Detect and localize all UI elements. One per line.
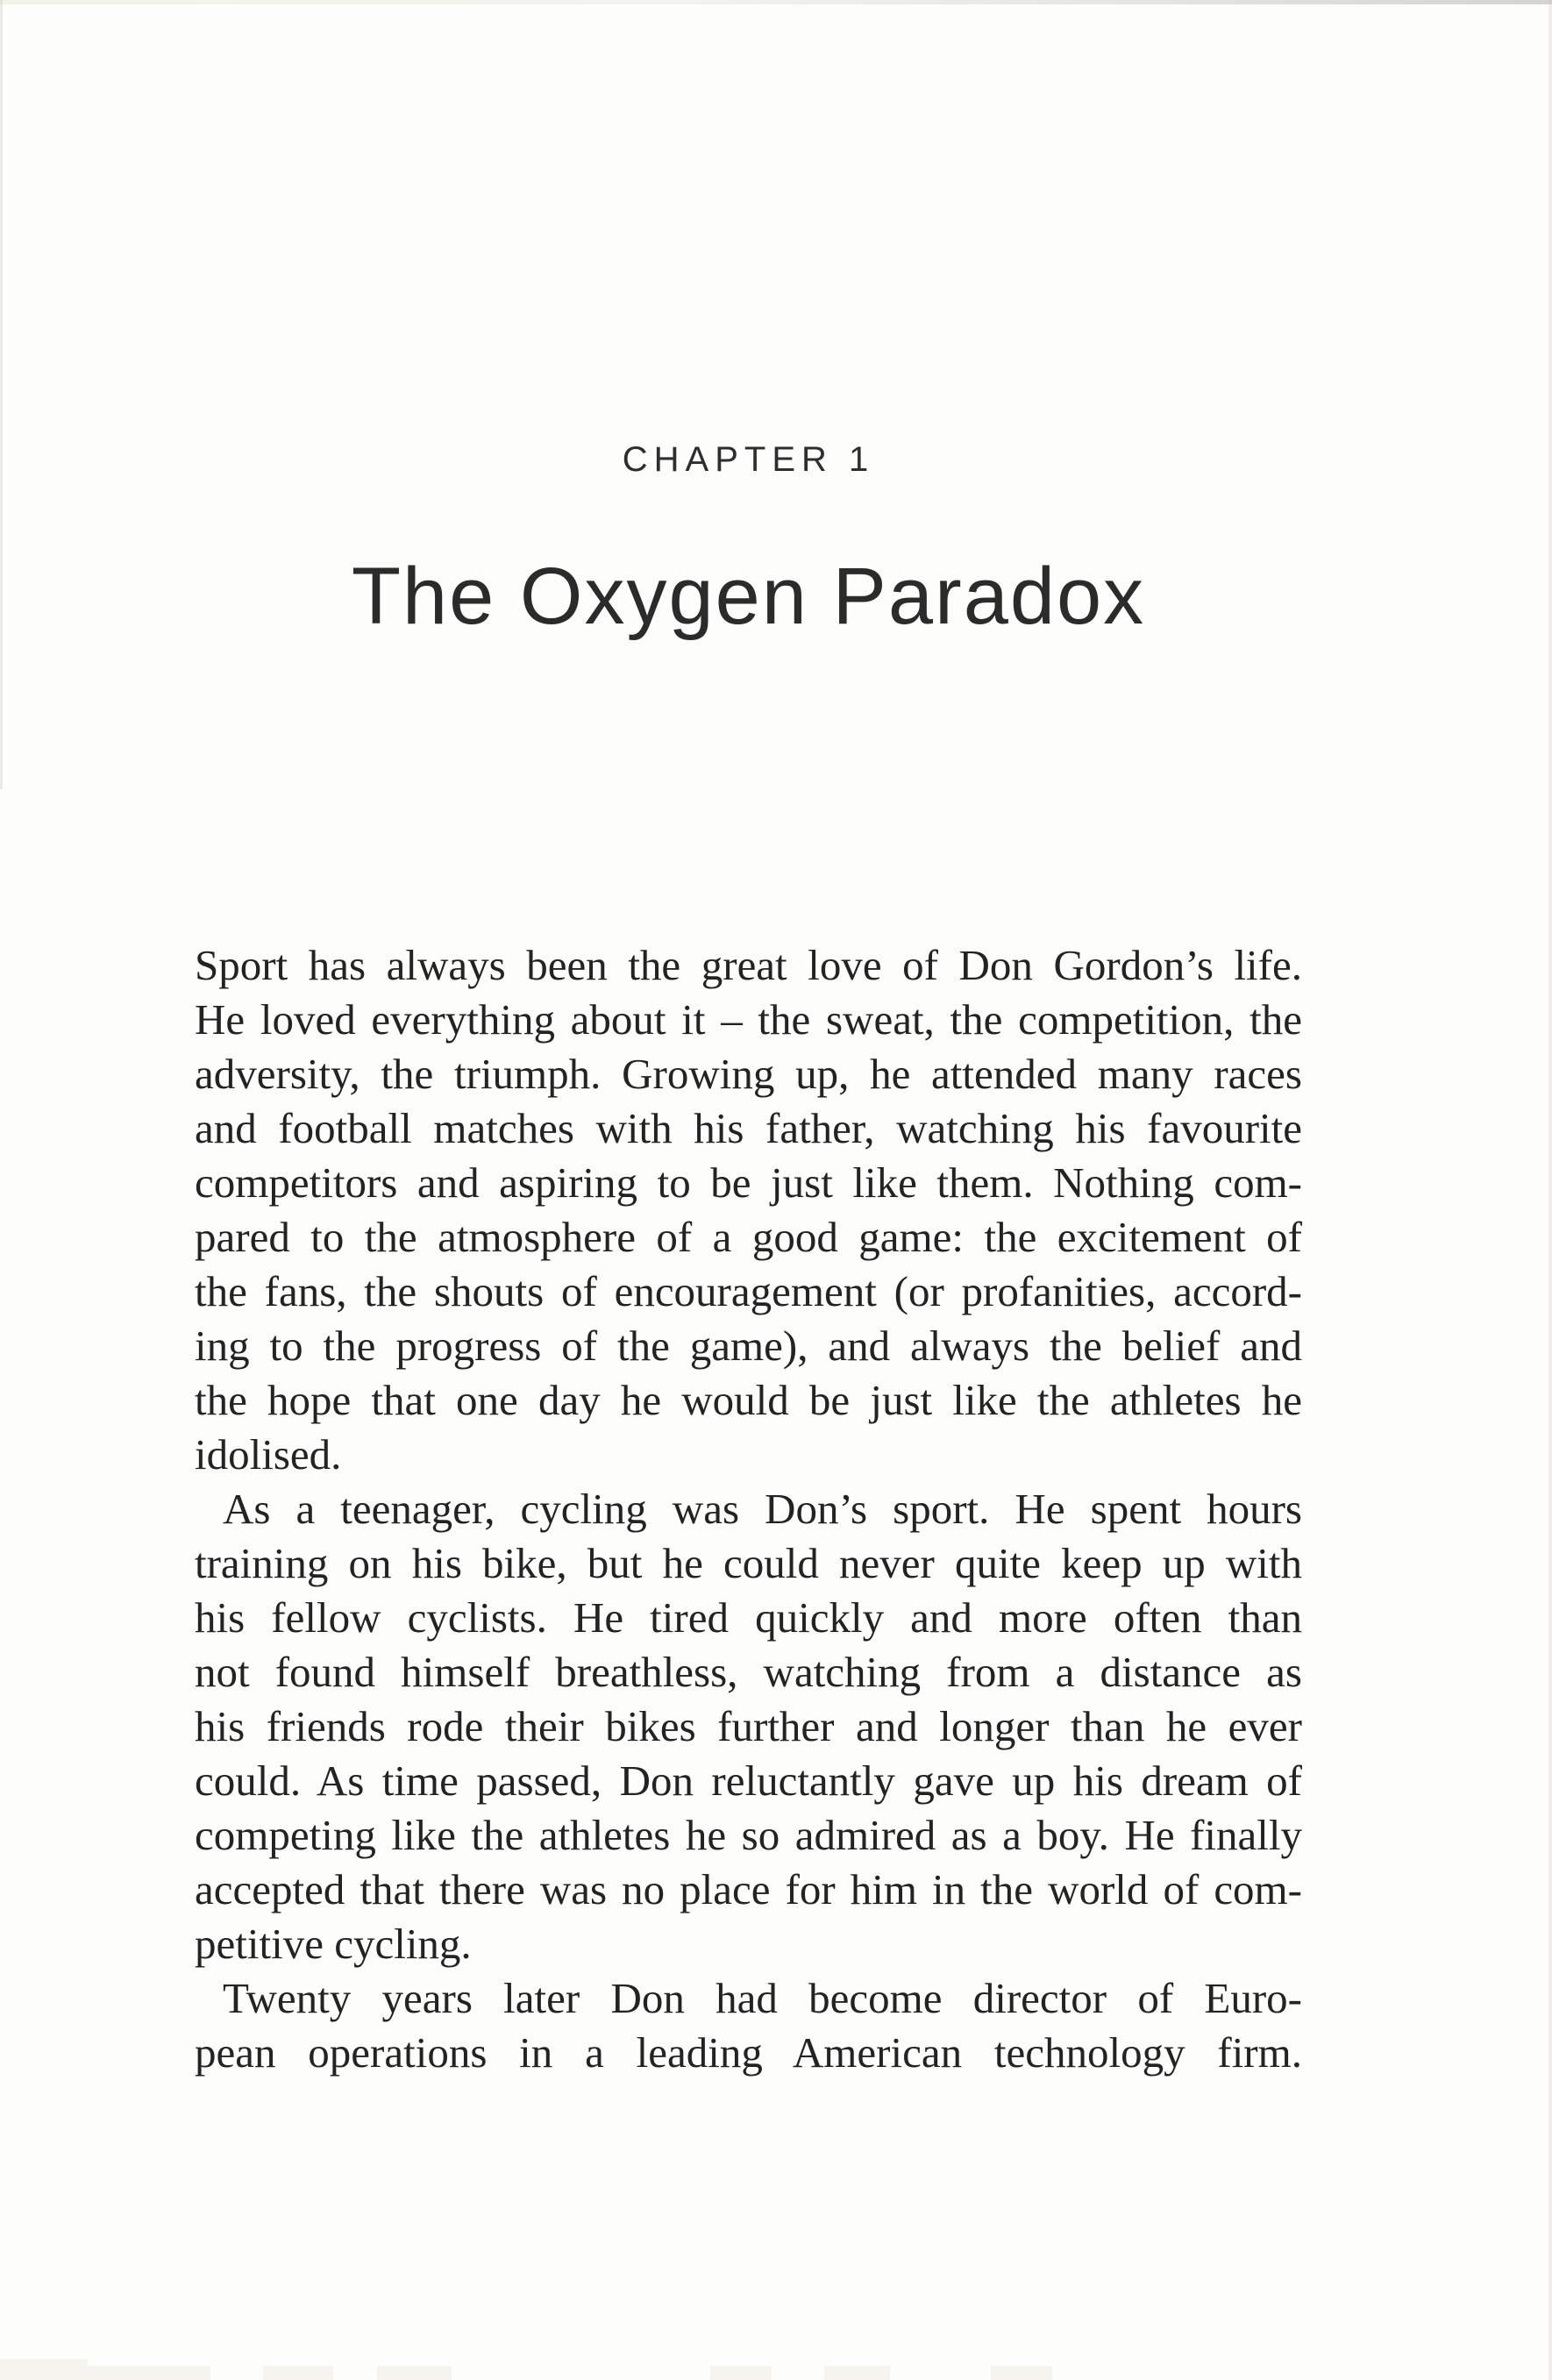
body-line: ing to the progress of the game), and always the belief and [195,1322,1302,1370]
body-line: training on his bike, but he could never quite keep up with [195,1539,1302,1587]
scan-artifact-right-edge [1548,0,1552,2380]
body-line: As a teenager, cycling was Don’s sport. He spent hours [223,1485,1302,1533]
body-line: competitors and aspiring to be just like them. Nothing com- [195,1158,1302,1207]
body-line: He loved everything about it – the sweat, the competition, the [195,995,1302,1044]
body-text [195,938,1302,2080]
body-line: not found himself breathless, watching from a distance as [195,1648,1302,1696]
body-line: Twenty years later Don had become director of Euro- [223,1974,1302,2022]
page-title: The Oxygen Paradox [351,552,1146,641]
body-line: and football matches with his father, watching his favourite [195,1104,1302,1152]
body-line: pared to the atmosphere of a good game: the excitement of [195,1213,1302,1261]
scan-artifact-top-edge [0,0,1552,4]
body-line: his friends rode their bikes further and longer than he ever [195,1702,1302,1750]
body-line: the hope that one day he would be just like the athletes he [195,1376,1302,1424]
body-line: competing like the athletes he so admired as a boy. He finally [195,1811,1302,1859]
scan-artifact-left-edge [0,0,3,789]
body-line: accepted that there was no place for him in the world of com- [195,1865,1302,1913]
body-line: petitive cycling. [195,1920,472,1968]
body-line: adversity, the triumph. Growing up, he attended many races [195,1050,1302,1098]
body-line: his fellow cyclists. He tired quickly and more often than [195,1593,1302,1642]
body-line: idolised. [195,1430,342,1479]
chapter-label: CHAPTER 1 [622,440,875,479]
body-line: Sport has always been the great love of Don Gordon’s life. [195,941,1302,989]
body-line: the fans, the shouts of encouragement (or profanities, accord- [195,1267,1302,1315]
scan-artifact-bottom-strip [0,2357,1552,2380]
body-line: could. As time passed, Don reluctantly gave up his dream of [195,1756,1302,1805]
body-line: pean operations in a leading American technology firm. [195,2028,1302,2077]
